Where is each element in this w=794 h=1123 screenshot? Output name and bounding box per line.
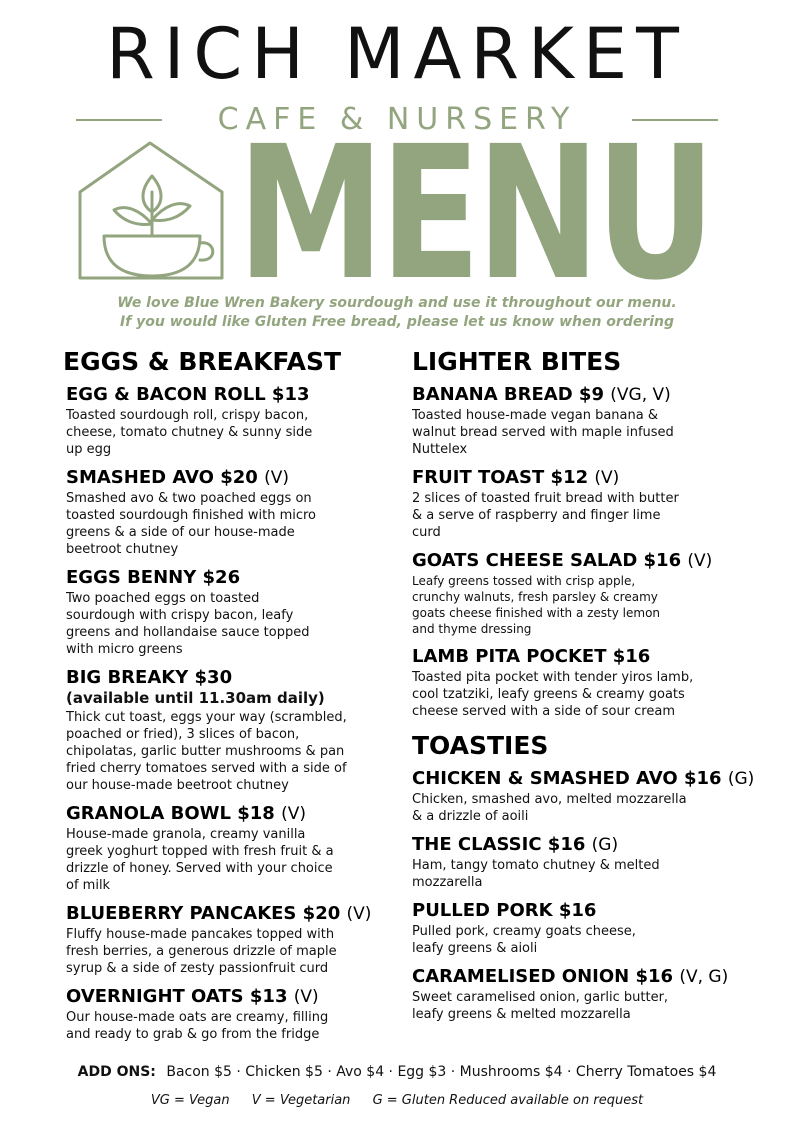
description-line: syrup & a side of zesty passionfruit curd — [66, 961, 329, 976]
lighter-bites-column — [412, 346, 782, 1032]
menu-item-dietary-tag: (V) — [594, 468, 620, 488]
menu-item-dietary-tag: (V) — [264, 468, 289, 488]
menu-item-description — [66, 490, 396, 558]
description-line: Sweet caramelised onion, garlic butter, — [412, 990, 669, 1005]
subtitle-rule-right — [632, 119, 718, 121]
menu-item-description — [412, 857, 782, 891]
toasties-items — [412, 768, 782, 1023]
menu-item-heading — [412, 550, 782, 572]
description-line: goats cheese finished with a zesty lemon — [412, 606, 661, 620]
menu-item-description — [412, 923, 782, 957]
description-line: fresh berries, a generous drizzle of maple — [66, 944, 337, 959]
add-ons-list: Bacon $5 · Chicken $5 · Avo $4 · Egg $3 · Mushrooms $4 · Cherry Tomatoes $4 — [166, 1064, 717, 1080]
menu-item-name: CHICKEN & SMASHED AVO $16 — [412, 768, 722, 789]
description-line: leafy greens & aioli — [412, 941, 538, 956]
subtitle: CAFE & NURSERY — [217, 102, 577, 137]
menu-item-description — [412, 407, 782, 458]
menu-item-heading — [66, 903, 396, 925]
menu-item-description — [412, 989, 782, 1023]
menu-item — [66, 667, 396, 794]
description-line: with micro greens — [66, 642, 183, 657]
menu-item-name: CARAMELISED ONION $16 — [412, 966, 674, 987]
menu-item-dietary-tag: (V) — [346, 904, 372, 924]
section-title-toasties: TOASTIES — [412, 731, 549, 760]
subtitle-block — [76, 100, 718, 140]
description-line: House-made granola, creamy vanilla — [66, 827, 306, 842]
menu-item-dietary-tag: (G) — [727, 769, 755, 789]
add-ons — [0, 1063, 794, 1081]
description-line: and ready to grab & go from the fridge — [66, 1027, 320, 1042]
description-line: & a drizzle of aoili — [412, 809, 529, 824]
menu-heading-graphic — [234, 141, 714, 281]
description-line: cheese served with a side of sour cream — [412, 704, 675, 719]
menu-item-heading — [66, 667, 396, 689]
description-line: of milk — [66, 878, 111, 893]
description-line: curd — [412, 525, 441, 540]
description-line: Thick cut toast, eggs your way (scrambled, — [66, 710, 347, 725]
description-line: Our house-made oats are creamy, filling — [66, 1010, 329, 1025]
menu-item-description — [412, 573, 782, 637]
description-line: & a serve of raspberry and finger lime — [412, 508, 661, 523]
menu-item-dietary-tag: (V) — [687, 551, 713, 571]
menu-item-name: BANANA BREAD $9 — [412, 384, 604, 405]
description-line: sourdough with crispy bacon, leafy — [66, 608, 294, 623]
section-title-eggs-breakfast: EGGS & BREAKFAST — [63, 347, 342, 376]
description-line: 2 slices of toasted fruit bread with butter — [412, 491, 679, 506]
menu-item — [412, 550, 782, 637]
description-line: our house-made beetroot chutney — [66, 778, 289, 793]
house-plant-cup-icon — [78, 140, 226, 282]
menu-item — [66, 986, 396, 1043]
menu-item-description — [66, 926, 396, 977]
menu-item-heading — [412, 768, 782, 790]
description-line: Toasted pita pocket with tender yiros lamb, — [412, 670, 694, 685]
legend-gluten: G = Gluten Reduced available on request — [372, 1093, 644, 1108]
menu-item-description — [412, 669, 782, 720]
intro-line-2: If you would like Gluten Free bread, please let us know when ordering — [119, 314, 675, 330]
menu-item-heading — [66, 803, 396, 825]
description-line: Ham, tangy tomato chutney & melted — [412, 858, 660, 873]
eggs-breakfast-column — [63, 346, 396, 1052]
menu-item — [66, 803, 396, 894]
menu-item-heading — [412, 467, 782, 489]
menu-item-name: EGG & BACON ROLL $13 — [66, 384, 310, 405]
description-line: toasted sourdough finished with micro — [66, 508, 317, 523]
description-line: greens & a side of our house-made — [66, 525, 295, 540]
description-line: Toasted house-made vegan banana & — [412, 408, 658, 423]
description-line: Two poached eggs on toasted — [66, 591, 260, 606]
lighter-bites-items — [412, 384, 782, 720]
description-line: chipolatas, garlic butter mushrooms & pan — [66, 744, 345, 759]
menu-item-description — [66, 709, 396, 794]
legend-vegetarian: V = Vegetarian — [251, 1093, 351, 1108]
description-line: walnut bread served with maple infused — [412, 425, 674, 440]
menu-item — [412, 646, 782, 720]
description-line: up egg — [66, 442, 112, 457]
description-line: greek yoghurt topped with fresh fruit & a — [66, 844, 334, 859]
menu-item-heading — [66, 567, 396, 589]
dietary-legend — [0, 1092, 794, 1109]
menu-item-heading — [412, 834, 782, 856]
menu-item — [412, 834, 782, 891]
menu-item — [412, 900, 782, 957]
menu-item-heading — [412, 900, 782, 922]
description-line: Smashed avo & two poached eggs on — [66, 491, 312, 506]
menu-item-name: SMASHED AVO $20 — [66, 467, 258, 488]
description-line: Leafy greens tossed with crisp apple, — [412, 574, 636, 588]
menu-item-dietary-tag: (V) — [293, 987, 319, 1007]
description-line: Nuttelex — [412, 442, 468, 457]
menu-item-name: EGGS BENNY $26 — [66, 567, 241, 588]
menu-item-name: OVERNIGHT OATS $13 — [66, 986, 288, 1007]
menu-item-description — [412, 791, 782, 825]
menu-item-heading — [412, 966, 782, 988]
description-line: crunchy walnuts, fresh parsley & creamy — [412, 590, 658, 604]
menu-item-description — [66, 826, 396, 894]
add-ons-label: ADD ONS: — [77, 1064, 156, 1080]
menu-item-name: BIG BREAKY $30 — [66, 667, 233, 688]
menu-item-heading — [412, 646, 782, 668]
menu-item — [412, 467, 782, 541]
description-line: greens and hollandaise sauce topped — [66, 625, 310, 640]
menu-heading-text: MENU — [237, 141, 711, 281]
section-title-lighter-bites: LIGHTER BITES — [412, 347, 622, 376]
menu-item — [412, 966, 782, 1023]
menu-item-heading — [66, 384, 396, 406]
description-line: cheese, tomato chutney & sunny side — [66, 425, 313, 440]
description-line: and thyme dressing — [412, 622, 532, 636]
menu-item-dietary-tag: (G) — [591, 835, 619, 855]
description-line: poached or fried), 3 slices of bacon, — [66, 727, 300, 742]
menu-item-dietary-tag: (V, G) — [679, 967, 729, 987]
menu-item-name: FRUIT TOAST $12 — [412, 467, 589, 488]
menu-item — [66, 567, 396, 658]
menu-item-note: (available until 11.30am daily) — [66, 689, 325, 707]
description-line: Fluffy house-made pancakes topped with — [66, 927, 335, 942]
menu-item-name: PULLED PORK $16 — [412, 900, 597, 921]
description-line: fried cherry tomatoes served with a side of — [66, 761, 347, 776]
menu-item-description — [66, 590, 396, 658]
menu-item-heading — [66, 467, 396, 489]
menu-item-heading — [66, 986, 396, 1008]
intro-text — [0, 294, 794, 332]
description-line: beetroot chutney — [66, 542, 179, 557]
menu-item-name: BLUEBERRY PANCAKES $20 — [66, 903, 341, 924]
description-line: Pulled pork, creamy goats cheese, — [412, 924, 636, 939]
menu-item — [66, 384, 396, 458]
menu-item — [412, 384, 782, 458]
description-line: cool tzatziki, leafy greens & creamy goats — [412, 687, 685, 702]
menu-item-name: GOATS CHEESE SALAD $16 — [412, 550, 682, 571]
eggs-breakfast-items — [66, 384, 396, 1043]
menu-item-dietary-tag: (V) — [281, 804, 306, 824]
description-line: drizzle of honey. Served with your choice — [66, 861, 333, 876]
menu-item — [66, 903, 396, 977]
menu-item — [412, 768, 782, 825]
menu-item-heading — [412, 384, 782, 406]
menu-item-name: LAMB PITA POCKET $16 — [412, 646, 651, 667]
menu-item-name: THE CLASSIC $16 — [412, 834, 586, 855]
menu-item-name: GRANOLA BOWL $18 — [66, 803, 275, 824]
legend-vegan: VG = Vegan — [150, 1093, 230, 1108]
intro-line-1: We love Blue Wren Bakery sourdough and use it throughout our menu. — [117, 295, 677, 311]
restaurant-title: RICH MARKET — [106, 13, 688, 95]
menu-item-description — [412, 490, 782, 541]
description-line: mozzarella — [412, 875, 483, 890]
menu-item-dietary-tag: (VG, V) — [610, 385, 671, 405]
menu-item-description — [66, 407, 396, 458]
description-line: leafy greens & melted mozzarella — [412, 1007, 631, 1022]
description-line: Chicken, smashed avo, melted mozzarella — [412, 792, 687, 807]
description-line: Toasted sourdough roll, crispy bacon, — [66, 408, 309, 423]
menu-item-description — [66, 1009, 396, 1043]
menu-item — [66, 467, 396, 558]
